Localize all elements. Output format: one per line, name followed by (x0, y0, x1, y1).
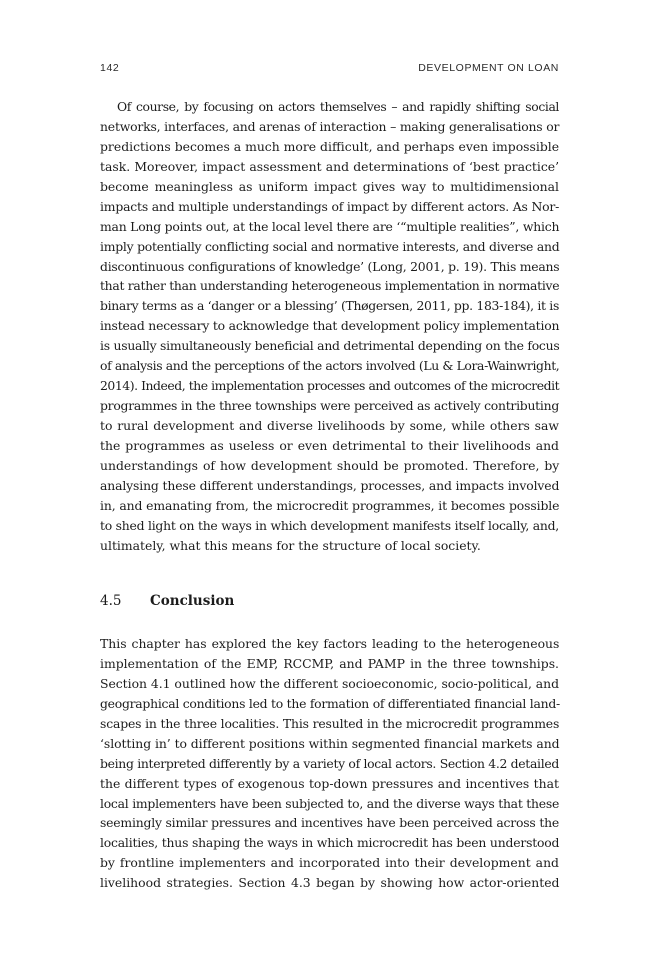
text-line: local implementers have been subjected to, and the diverse ways that these (100, 795, 560, 811)
section-number: 4.5 (100, 593, 122, 609)
text-line: This chapter has explored the key factors leading to the heterogeneous (100, 636, 560, 651)
text-line: to rural development and diverse livelihoods by some, while others saw (100, 418, 559, 433)
text-line: in, and emanating from, the microcredit programmes, it becomes possible (100, 497, 560, 513)
text-line: instead necessary to acknowledge that development policy implementation (100, 318, 560, 334)
text-line: Of course, by focusing on actors themselves – and rapidly shifting social (117, 99, 559, 114)
section-title: Conclusion (150, 593, 235, 609)
text-line: task. Moreover, impact assessment and determinations of ‘best practice’ (100, 158, 560, 174)
body-paragraph-2 (100, 634, 559, 893)
text-line: analysing these different understandings, processes, and impacts involved (100, 477, 560, 493)
text-line: to shed light on the ways in which development manifests itself locally, and, (100, 517, 559, 533)
text-line: Section 4.1 outlined how the different socioeconomic, socio-political, and (100, 675, 559, 691)
text-line: become meaningless as uniform impact gives way to multidimensional (100, 178, 559, 194)
text-line: implementation of the EMP, RCCMP, and PAMP in the three townships. (100, 655, 559, 671)
text-line: is usually simultaneously beneficial and detrimental depending on the focus (100, 338, 560, 354)
text-line: 2014). Indeed, the implementation processes and outcomes of the microcredit (100, 378, 560, 394)
text-line: geographical conditions led to the formation of differentiated financial land- (100, 695, 560, 711)
text-line: the programmes as useless or even detrimental to their livelihoods and (100, 437, 559, 453)
text-line: seemingly similar pressures and incentives have been perceived across the (100, 815, 559, 831)
text-line: predictions becomes a much more difficult, and perhaps even impossible (100, 138, 560, 154)
text-line: understandings of how development should be promoted. Therefore, by (100, 457, 560, 473)
text-line: livelihood strategies. Section 4.3 began by showing how actor-oriented (100, 875, 560, 891)
section-heading (100, 593, 559, 609)
text-line: by frontline implementers and incorporated into their development and (100, 855, 559, 871)
text-line: ultimately, what this means for the structure of local society. (100, 537, 481, 553)
text-line: ‘slotting in’ to different positions within segmented financial markets and (100, 735, 560, 751)
text-line: imply potentially conflicting social and normative interests, and diverse and (100, 238, 560, 254)
text-line: binary terms as a ‘danger or a blessing’ (Thøgersen, 2011, pp. 183-184), it is (100, 298, 559, 314)
text-line: discontinuous configurations of knowledge’ (Long, 2001, p. 19). This means (100, 258, 560, 274)
body-paragraph-1 (100, 97, 559, 556)
text-line: the different types of exogenous top-down pressures and incentives that (100, 775, 559, 791)
running-head: DEVELOPMENT ON LOAN (418, 62, 559, 74)
text-line: man Long points out, at the local level there are ‘“multiple realities”, which (100, 218, 560, 234)
text-line: that rather than understanding heterogeneous implementation in normative (100, 278, 560, 294)
text-line: scapes in the three localities. This resulted in the microcredit programmes (100, 715, 560, 731)
text-line: networks, interfaces, and arenas of interaction – making generalisations or (100, 118, 560, 134)
text-line: being interpreted differently by a variety of local actors. Section 4.2 detailed (100, 755, 559, 771)
page-number: 142 (100, 62, 120, 74)
text-line: impacts and multiple understandings of impact by different actors. As Nor- (100, 198, 560, 214)
text-line: localities, thus shaping the ways in which microcredit has been understood (100, 835, 560, 851)
text-line: of analysis and the perceptions of the actors involved (Lu & Lora-Wainwright, (100, 358, 560, 374)
page-header (100, 62, 559, 76)
text-line: programmes in the three townships were perceived as actively contributing (100, 398, 559, 414)
